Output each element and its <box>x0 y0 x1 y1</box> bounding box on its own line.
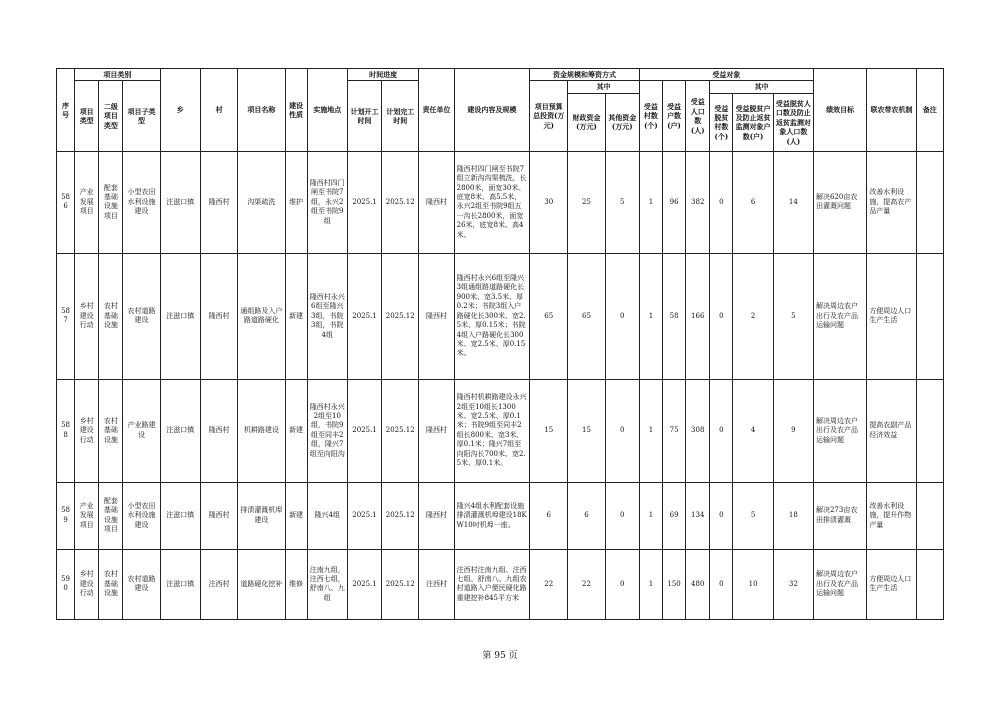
cell-name: 机耕路建设 <box>238 379 285 482</box>
cell-households: 69 <box>663 482 686 549</box>
cell-type: 产业发展项目 <box>75 151 99 253</box>
cell-village: 隆西村 <box>200 482 237 549</box>
cell-poor-population: 5 <box>773 253 813 379</box>
cell-type: 乡村建设行动 <box>75 549 99 619</box>
cell-other: 0 <box>605 482 639 549</box>
header-poor-households: 受益脱贫户及防止返贫监测对象户数(户) <box>733 93 773 151</box>
table-row <box>57 379 944 482</box>
header-poor-villages: 受益脱贫村数(个) <box>710 93 733 151</box>
cell-second: 农村基础设施 <box>99 379 123 482</box>
cell-total: 15 <box>530 379 568 482</box>
cell-second: 农村基础设施 <box>99 253 123 379</box>
header-location: 实施地点 <box>307 69 347 152</box>
cell-total: 65 <box>530 253 568 379</box>
cell-sub: 小型农田水利设施建设 <box>123 151 160 253</box>
header-project-type: 项目类型 <box>75 81 99 151</box>
cell-remark <box>916 379 943 482</box>
header-benefit-population: 受益人口数(人) <box>686 81 710 151</box>
cell-township: 注滋口镇 <box>160 379 200 482</box>
cell-unit: 隆西村 <box>419 151 454 253</box>
cell-township: 注滋口镇 <box>160 253 200 379</box>
header-beneficiaries: 受益对象 <box>639 69 813 81</box>
cell-mechanism: 改善水利设施，提高农产品产量 <box>867 151 916 253</box>
header-plan-end: 计划完工时间 <box>382 81 419 151</box>
cell-village: 注西村 <box>200 549 237 619</box>
cell-name: 通组路及入户路道路硬化 <box>238 253 285 379</box>
cell-content: 隆西村四门闸至书院7组立新沟沟渠梳洗，长2800米，面宽30米、底宽8米、高5.5米，永兴2组至书院9组五一沟长2800米，面宽26米，底宽8米、高4米。 <box>454 151 530 253</box>
cell-start: 2025.1 <box>347 482 381 549</box>
cell-type: 乡村建设行动 <box>75 379 99 482</box>
cell-end: 2025.12 <box>382 151 419 253</box>
cell-end: 2025.12 <box>382 379 419 482</box>
cell-goal: 解决周边农户出行及农产品运输问题 <box>813 379 866 482</box>
cell-other: 0 <box>605 379 639 482</box>
cell-remark <box>916 151 943 253</box>
cell-goal: 解决620亩农田灌溉问题 <box>813 151 866 253</box>
cell-remark <box>916 549 943 619</box>
cell-villages: 1 <box>639 379 662 482</box>
cell-location: 注南九组，注西七组，舒南八、九组 <box>307 549 347 619</box>
cell-population: 134 <box>686 482 710 549</box>
cell-unit: 隆西村 <box>419 482 454 549</box>
cell-location: 隆西村永兴6组至隆兴3组，书院3组，书院4组 <box>307 253 347 379</box>
header-benefit-households: 受益户数(户) <box>663 81 686 151</box>
cell-households: 75 <box>663 379 686 482</box>
cell-fiscal: 15 <box>568 379 605 482</box>
header-schedule: 时间进度 <box>347 69 418 81</box>
cell-villages: 1 <box>639 482 662 549</box>
cell-population: 382 <box>686 151 710 253</box>
cell-poor-population: 32 <box>773 549 813 619</box>
cell-nature: 维护 <box>285 151 307 253</box>
cell-sub: 产业路建设 <box>123 379 160 482</box>
cell-remark <box>916 482 943 549</box>
cell-fiscal: 25 <box>568 151 605 253</box>
cell-poor-villages: 0 <box>710 253 733 379</box>
cell-name: 排渍灌溉机埠建设 <box>238 482 285 549</box>
cell-households: 150 <box>663 549 686 619</box>
cell-poor-population: 9 <box>773 379 813 482</box>
table-row <box>57 549 944 619</box>
header-funding-of-which: 其中 <box>568 81 640 93</box>
header-seq: 序号 <box>57 69 75 152</box>
cell-mechanism: 改善水利设施，提升作物产量 <box>867 482 916 549</box>
cell-poor-households: 5 <box>733 482 773 549</box>
cell-seq: 589 <box>57 482 75 549</box>
cell-other: 0 <box>605 549 639 619</box>
header-total-investment: 项目预算总投资(万元) <box>530 81 568 151</box>
cell-fiscal: 22 <box>568 549 605 619</box>
page-number: 第 95 页 <box>482 651 518 661</box>
cell-second: 农村基础设施 <box>99 549 123 619</box>
header-beneficiaries-of-which: 其中 <box>710 81 814 93</box>
cell-sub: 小型农田水利设施建设 <box>123 482 160 549</box>
cell-location: 隆兴4组 <box>307 482 347 549</box>
cell-township: 注滋口镇 <box>160 151 200 253</box>
cell-start: 2025.1 <box>347 549 381 619</box>
header-township: 乡 <box>160 69 200 152</box>
cell-total: 6 <box>530 482 568 549</box>
cell-start: 2025.1 <box>347 253 381 379</box>
header-village: 村 <box>200 69 237 152</box>
cell-end: 2025.12 <box>382 253 419 379</box>
cell-content: 隆兴4组水利配套设施排渍灌溉机埠建设18KW10吋机埠一座。 <box>454 482 530 549</box>
cell-villages: 1 <box>639 253 662 379</box>
header-project-category: 项目类别 <box>75 69 161 81</box>
cell-location: 隆西村四门闸至书院7组，永兴2组至书院9组 <box>307 151 347 253</box>
cell-other: 5 <box>605 151 639 253</box>
cell-poor-population: 14 <box>773 151 813 253</box>
cell-mechanism: 方便周边人口生产生活 <box>867 253 916 379</box>
cell-goal: 解决273亩农田排渍灌溉 <box>813 482 866 549</box>
cell-start: 2025.1 <box>347 379 381 482</box>
cell-content: 隆西村机耕路建设永兴2组至10组长1300米、宽2.5米、厚0.1米；书院9组至同丰2组长800米、宽3米、厚0.1米；隆兴7组至向阳沟长700米、宽2.5米、厚0.1米。 <box>454 379 530 482</box>
cell-goal: 解决周边农户出行及农产品运输问题 <box>813 549 866 619</box>
cell-total: 30 <box>530 151 568 253</box>
cell-township: 注滋口镇 <box>160 482 200 549</box>
header-construction-nature: 建设性质 <box>285 69 307 152</box>
header-fiscal-funds: 财政资金(万元) <box>568 93 605 151</box>
header-other-funds: 其他资金(万元) <box>605 93 639 151</box>
header-second-level-type: 二级项目类型 <box>99 81 123 151</box>
cell-households: 96 <box>663 151 686 253</box>
cell-second: 配套基础设施项目 <box>99 482 123 549</box>
cell-start: 2025.1 <box>347 151 381 253</box>
cell-type: 乡村建设行动 <box>75 253 99 379</box>
cell-villages: 1 <box>639 549 662 619</box>
cell-content: 注西村注南九组、注西七组、舒南八、九组农村道路入户便民硬化路重建挖补845平方米 <box>454 549 530 619</box>
cell-content: 隆西村永兴6组至隆兴3组通组路道路硬化长900米、宽3.5米、厚0.2米；书院3组入户路硬化长300米、宽2.5米、厚0.15米；书院4组入户路硬化长300米、宽2.5米、厚0.15米。 <box>454 253 530 379</box>
table-row <box>57 482 944 549</box>
table-row <box>57 151 944 253</box>
cell-nature: 新建 <box>285 379 307 482</box>
cell-other: 0 <box>605 253 639 379</box>
cell-name: 道路硬化挖补 <box>238 549 285 619</box>
cell-remark <box>916 253 943 379</box>
cell-nature: 新建 <box>285 482 307 549</box>
cell-location: 隆西村永兴2组至10组，书院9组至同丰2组，隆兴7组至向阳沟 <box>307 379 347 482</box>
cell-poor-villages: 0 <box>710 151 733 253</box>
cell-population: 166 <box>686 253 710 379</box>
cell-village: 隆西村 <box>200 253 237 379</box>
cell-unit: 隆西村 <box>419 379 454 482</box>
header-funding: 资金规模和筹资方式 <box>530 69 640 81</box>
cell-nature: 维修 <box>285 549 307 619</box>
cell-households: 58 <box>663 253 686 379</box>
header-sub-type: 项目子类型 <box>123 81 160 151</box>
cell-villages: 1 <box>639 151 662 253</box>
table-row <box>57 253 944 379</box>
cell-name: 沟渠疏洗 <box>238 151 285 253</box>
header-performance-goal: 绩效目标 <box>813 69 866 152</box>
cell-unit: 隆西村 <box>419 253 454 379</box>
cell-seq: 590 <box>57 549 75 619</box>
header-plan-start: 计划开工时间 <box>347 81 381 151</box>
header-responsible-unit: 责任单位 <box>419 69 454 152</box>
project-table <box>56 68 944 620</box>
cell-mechanism: 提高农副产品经济效益 <box>867 379 916 482</box>
cell-second: 配套基础设施项目 <box>99 151 123 253</box>
cell-poor-population: 18 <box>773 482 813 549</box>
cell-township: 注滋口镇 <box>160 549 200 619</box>
header-content: 建设内容及规模 <box>454 69 530 152</box>
cell-poor-villages: 0 <box>710 482 733 549</box>
header-remarks: 备注 <box>916 69 943 152</box>
cell-poor-villages: 0 <box>710 379 733 482</box>
cell-poor-households: 4 <box>733 379 773 482</box>
cell-goal: 解决周边农户出行及农产品运输问题 <box>813 253 866 379</box>
cell-poor-villages: 0 <box>710 549 733 619</box>
cell-village: 隆西村 <box>200 379 237 482</box>
cell-fiscal: 6 <box>568 482 605 549</box>
cell-end: 2025.12 <box>382 549 419 619</box>
header-project-name: 项目名称 <box>238 69 285 152</box>
cell-poor-households: 6 <box>733 151 773 253</box>
cell-seq: 588 <box>57 379 75 482</box>
header-benefit-villages: 受益村数(个) <box>639 81 662 151</box>
header-poor-population: 受益脱贫人口数及防止返贫监测对象人口数(人) <box>773 93 813 151</box>
cell-seq: 587 <box>57 253 75 379</box>
cell-type: 产业发展项目 <box>75 482 99 549</box>
cell-population: 308 <box>686 379 710 482</box>
cell-unit: 注西村 <box>419 549 454 619</box>
cell-population: 480 <box>686 549 710 619</box>
cell-sub: 农村道路建设 <box>123 253 160 379</box>
cell-poor-households: 10 <box>733 549 773 619</box>
cell-poor-households: 2 <box>733 253 773 379</box>
cell-nature: 新建 <box>285 253 307 379</box>
cell-sub: 农村道路建设 <box>123 549 160 619</box>
cell-seq: 586 <box>57 151 75 253</box>
cell-end: 2025.12 <box>382 482 419 549</box>
cell-village: 隆西村 <box>200 151 237 253</box>
header-farmer-mechanism: 联农带农机制 <box>867 69 916 152</box>
cell-fiscal: 65 <box>568 253 605 379</box>
cell-mechanism: 方便周边人口生产生活 <box>867 549 916 619</box>
cell-total: 22 <box>530 549 568 619</box>
